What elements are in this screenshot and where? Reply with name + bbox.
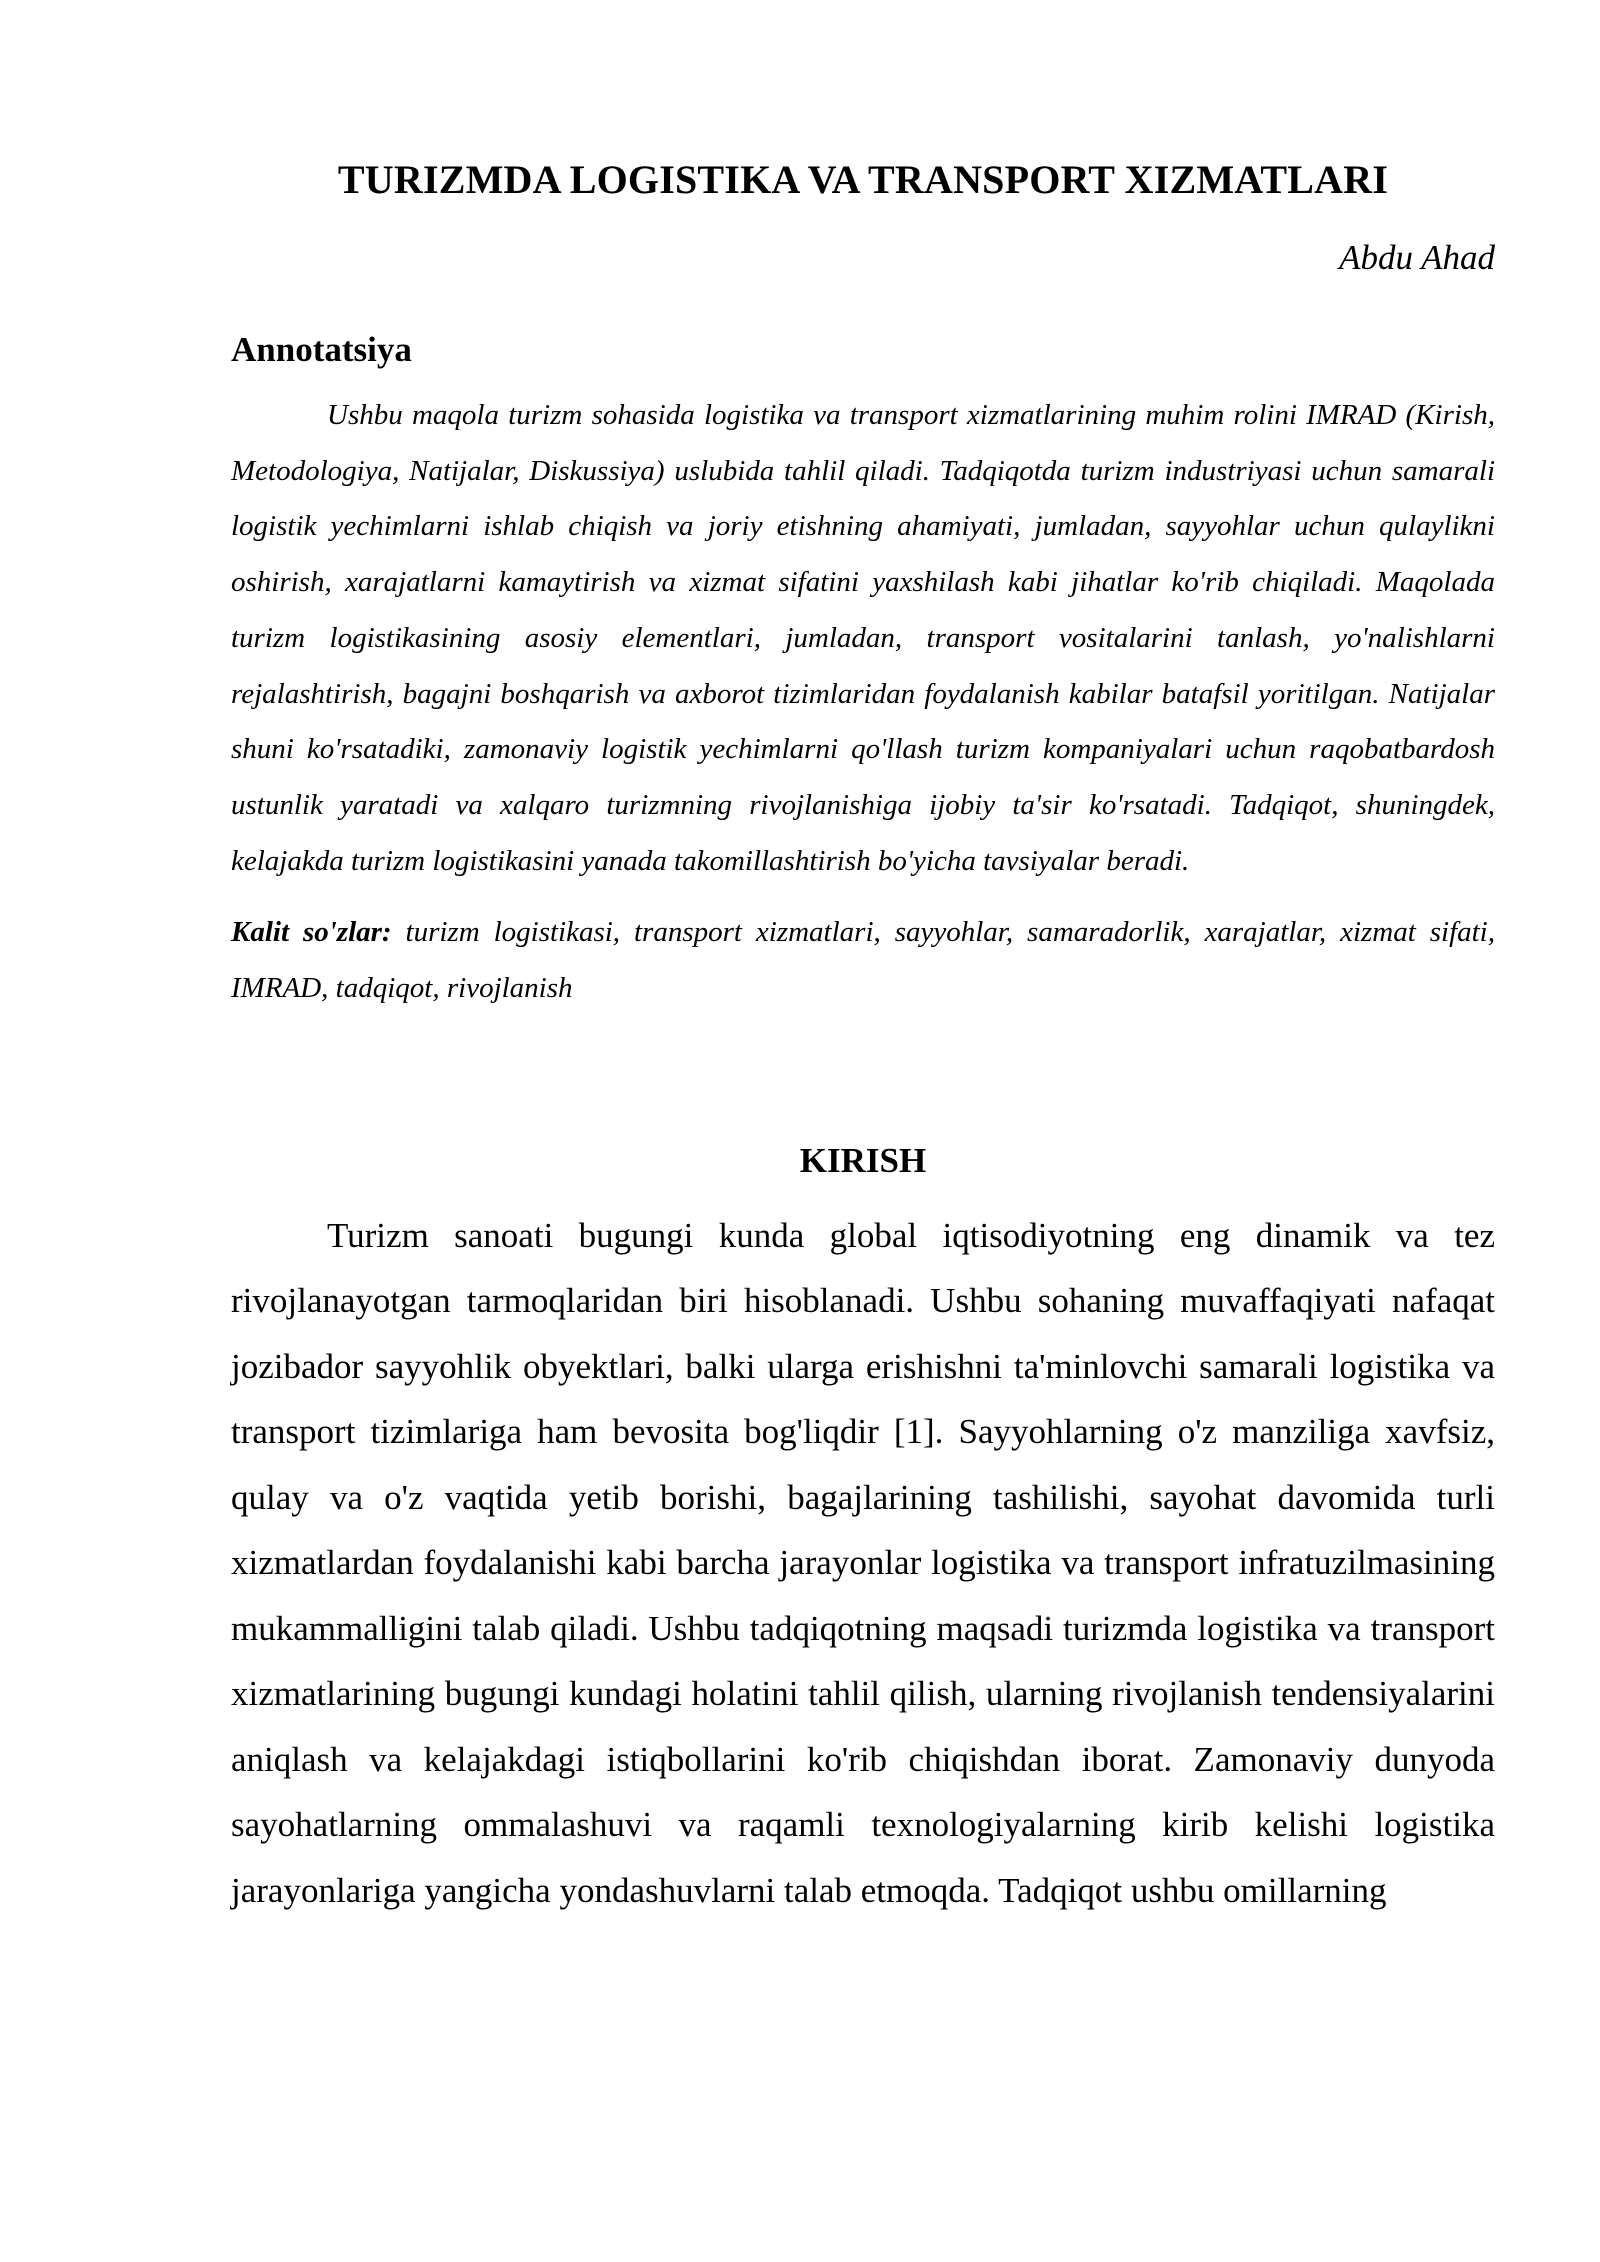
document-title: TURIZMDA LOGISTIKA VA TRANSPORT XIZMATLARI bbox=[337, 157, 1389, 202]
keywords-list: turizm logistikasi, transport xizmatlari, sayyohlar, samaradorlik, xarajatlar, xizmat sifati, IMRAD, tadqiqot, rivojlanish bbox=[231, 916, 1495, 1005]
introduction-section bbox=[231, 1135, 1495, 1924]
keywords-line bbox=[231, 905, 1495, 1016]
abstract-heading: Annotatsiya bbox=[231, 330, 412, 369]
abstract-section bbox=[231, 324, 1495, 1017]
page-content bbox=[231, 150, 1495, 1923]
author-name: Abdu Ahad bbox=[1339, 238, 1495, 277]
introduction-heading: KIRISH bbox=[799, 1140, 927, 1180]
keywords-label: Kalit so'zlar: bbox=[231, 916, 392, 949]
abstract-paragraph: Ushbu maqola turizm sohasida logistika va transport xizmatlarining muhim rolini IMRAD (Kirish, Metodologiya, Natijalar, Diskussiya) uslubida tahlil qiladi. Tadqiqotda turizm industriyasi uchun samarali logistik yechimlarni ishlab chiqish va joriy etishning ahamiyati, jumladan, sayyohlar uchun qulaylikni oshirish, xarajatlarni kamaytirish va xizmat sifatini yaxshilash kabi jihatlar ko'rib chiqiladi. Maqolada turizm logistikasining asosiy elementlari, jumladan, transport vositalarini tanlash, yo'nalishlarni rejalashtirish, bagajni boshqarish va axborot tizimlaridan foydalanish kabilar batafsil yoritilgan. Natijalar shuni ko'rsatadiki, zamonaviy logistik yechimlarni qo'llash turizm kompaniyalari uchun raqobatbardosh ustunlik yaratadi va xalqaro turizmning rivojlanishiga ijobiy ta'sir ko'rsatadi. Tadqiqot, shuningdek, kelajakda turizm logistikasini yanada takomillashtirish bo'yicha tavsiyalar beradi. bbox=[231, 399, 1495, 877]
introduction-paragraph: Turizm sanoati bugungi kunda global iqtisodiyotning eng dinamik va tez rivojlanayotgan tarmoqlaridan biri hisoblanadi. Ushbu sohaning muvaffaqiyati nafaqat jozibador sayyohlik obyektlari, balki ularga erishishni ta'minlovchi samarali logistika va transport tizimlariga ham bevosita bog'liqdir [1]. Sayyohlarning o'z manziliga xavfsiz, qulay va o'z vaqtida yetib borishi, bagajlarining tashilishi, sayohat davomida turli xizmatlardan foydalanishi kabi barcha jarayonlar logistika va transport infratuzilmasining mukammalligini talab qiladi. Ushbu tadqiqotning maqsadi turizmda logistika va transport xizmatlarining bugungi kundagi holatini tahlil qilish, ularning rivojlanish tendensiyalarini aniqlash va kelajakdagi istiqbollarini ko'rib chiqishdan iborat. Zamonaviy dunyoda sayohatlarning ommalashuvi va raqamli texnologiyalarning kirib kelishi logistika jarayonlariga yangicha yondashuvlarni talab etmoqda. Tadqiqot ushbu omillarning bbox=[231, 1215, 1495, 1910]
